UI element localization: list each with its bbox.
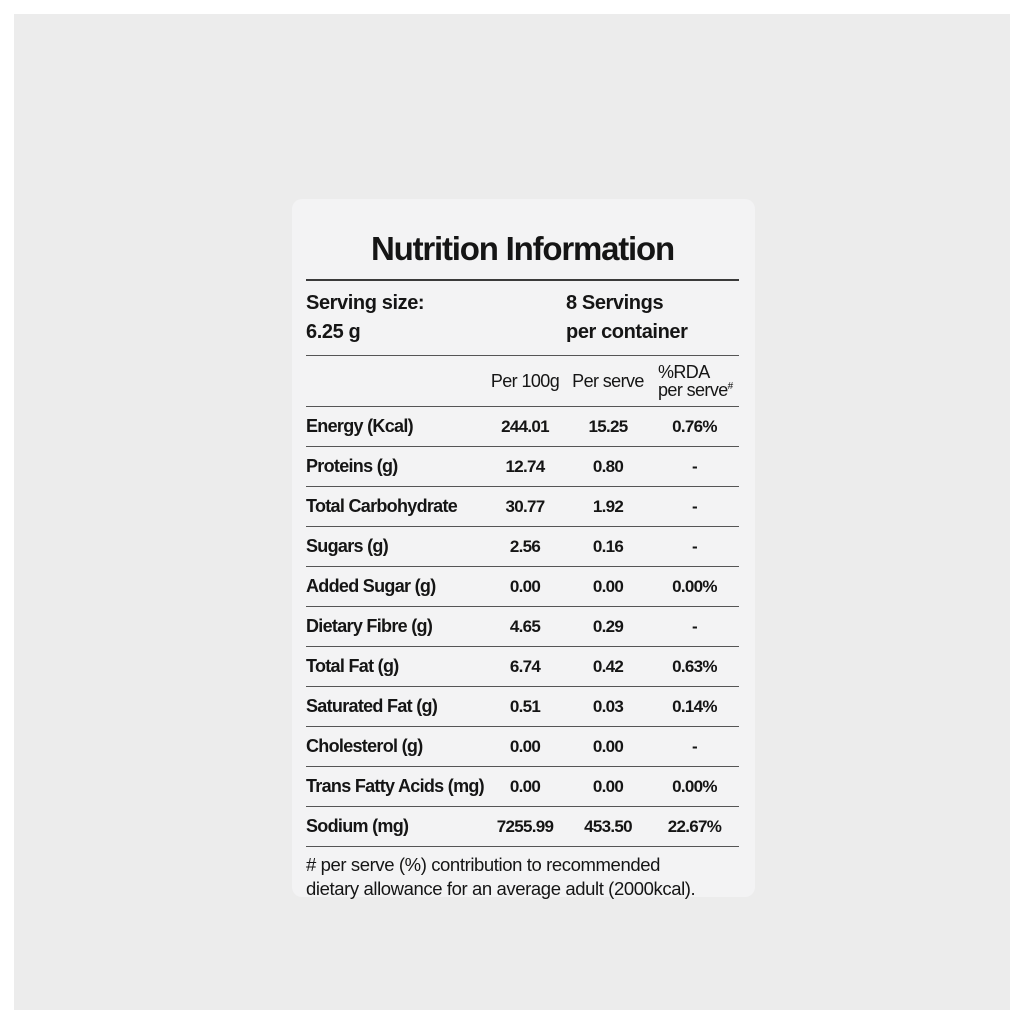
- value-per-100g: 0.00: [509, 776, 541, 796]
- table-row: [306, 767, 739, 806]
- nutrient-name: Total Fat (g): [306, 656, 399, 676]
- nutrient-name: Added Sugar (g): [306, 576, 436, 596]
- value-per-100g: 0.51: [509, 696, 541, 716]
- value-per-serve: 15.25: [588, 416, 628, 436]
- value-per-100g: 6.74: [509, 656, 541, 676]
- header-per-100g: Per 100g: [490, 370, 560, 391]
- nutrition-label: [292, 199, 755, 897]
- value-rda: 0.00%: [672, 576, 717, 596]
- value-per-100g: 0.00: [509, 576, 541, 596]
- value-per-serve: 0.00: [592, 736, 624, 756]
- nutrient-rows: [306, 406, 739, 846]
- footnote-line1: # per serve (%) contribution to recommended: [306, 854, 661, 875]
- value-rda: 0.63%: [672, 656, 717, 676]
- table-row: [306, 407, 739, 446]
- value-per-serve: 0.03: [592, 696, 624, 716]
- header-rda-line1: %RDA: [658, 362, 710, 382]
- header-per-serve: Per serve: [572, 370, 644, 391]
- serving-info: [306, 281, 739, 355]
- footnote-line2: dietary allowance for an average adult (2000kcal).: [306, 878, 696, 899]
- table-row: [306, 647, 739, 686]
- table-header: [306, 356, 739, 406]
- value-per-serve: 453.50: [584, 816, 632, 836]
- nutrient-name: Dietary Fibre (g): [306, 616, 433, 636]
- nutrient-name: Proteins (g): [306, 456, 398, 476]
- nutrient-name: Energy (Kcal): [306, 416, 413, 436]
- value-per-100g: 2.56: [509, 536, 541, 556]
- serving-size-label: Serving size:: [306, 292, 425, 314]
- value-per-serve: 0.42: [592, 656, 624, 676]
- table-row: [306, 727, 739, 766]
- table-row: [306, 447, 739, 486]
- value-per-serve: 1.92: [592, 496, 624, 516]
- servings-count: 8 Servings: [566, 292, 664, 314]
- value-per-100g: 4.65: [509, 616, 541, 636]
- nutrient-name: Sodium (mg): [306, 816, 409, 836]
- nutrient-name: Total Carbohydrate: [306, 496, 458, 516]
- serving-size-value: 6.25 g: [306, 321, 361, 343]
- value-rda: 0.76%: [672, 416, 717, 436]
- page-background: [14, 14, 1010, 1010]
- value-rda: -: [692, 536, 697, 556]
- value-rda: -: [692, 496, 697, 516]
- value-per-serve: 0.00: [592, 776, 624, 796]
- servings-unit: per container: [566, 321, 688, 343]
- table-row: [306, 527, 739, 566]
- value-rda: -: [692, 456, 697, 476]
- value-per-serve: 0.16: [592, 536, 624, 556]
- table-row: [306, 567, 739, 606]
- value-per-100g: 0.00: [509, 736, 541, 756]
- nutrient-name: Sugars (g): [306, 536, 389, 556]
- serving-size: [306, 289, 566, 355]
- value-rda: -: [692, 616, 697, 636]
- header-rda-line2: per serve#: [658, 380, 733, 400]
- header-rda: [650, 363, 739, 399]
- table-row: [306, 807, 739, 846]
- nutrient-name: Cholesterol (g): [306, 736, 423, 756]
- value-per-100g: 7255.99: [496, 816, 554, 836]
- servings-per-container: [566, 289, 739, 355]
- value-per-100g: 30.77: [505, 496, 545, 516]
- table-row: [306, 487, 739, 526]
- value-rda: 22.67%: [667, 816, 722, 836]
- value-rda: 0.00%: [672, 776, 717, 796]
- nutrient-name: Trans Fatty Acids (mg): [306, 776, 484, 796]
- value-per-serve: 0.80: [592, 456, 624, 476]
- value-per-100g: 244.01: [501, 416, 549, 436]
- footnote: [306, 847, 739, 901]
- table-row: [306, 607, 739, 646]
- rda-footnote-mark: #: [727, 381, 733, 392]
- table-row: [306, 687, 739, 726]
- label-title: Nutrition Information: [371, 230, 674, 267]
- nutrient-name: Saturated Fat (g): [306, 696, 438, 716]
- value-rda: 0.14%: [672, 696, 717, 716]
- value-per-100g: 12.74: [505, 456, 545, 476]
- value-per-serve: 0.29: [592, 616, 624, 636]
- value-per-serve: 0.00: [592, 576, 624, 596]
- value-rda: -: [692, 736, 697, 756]
